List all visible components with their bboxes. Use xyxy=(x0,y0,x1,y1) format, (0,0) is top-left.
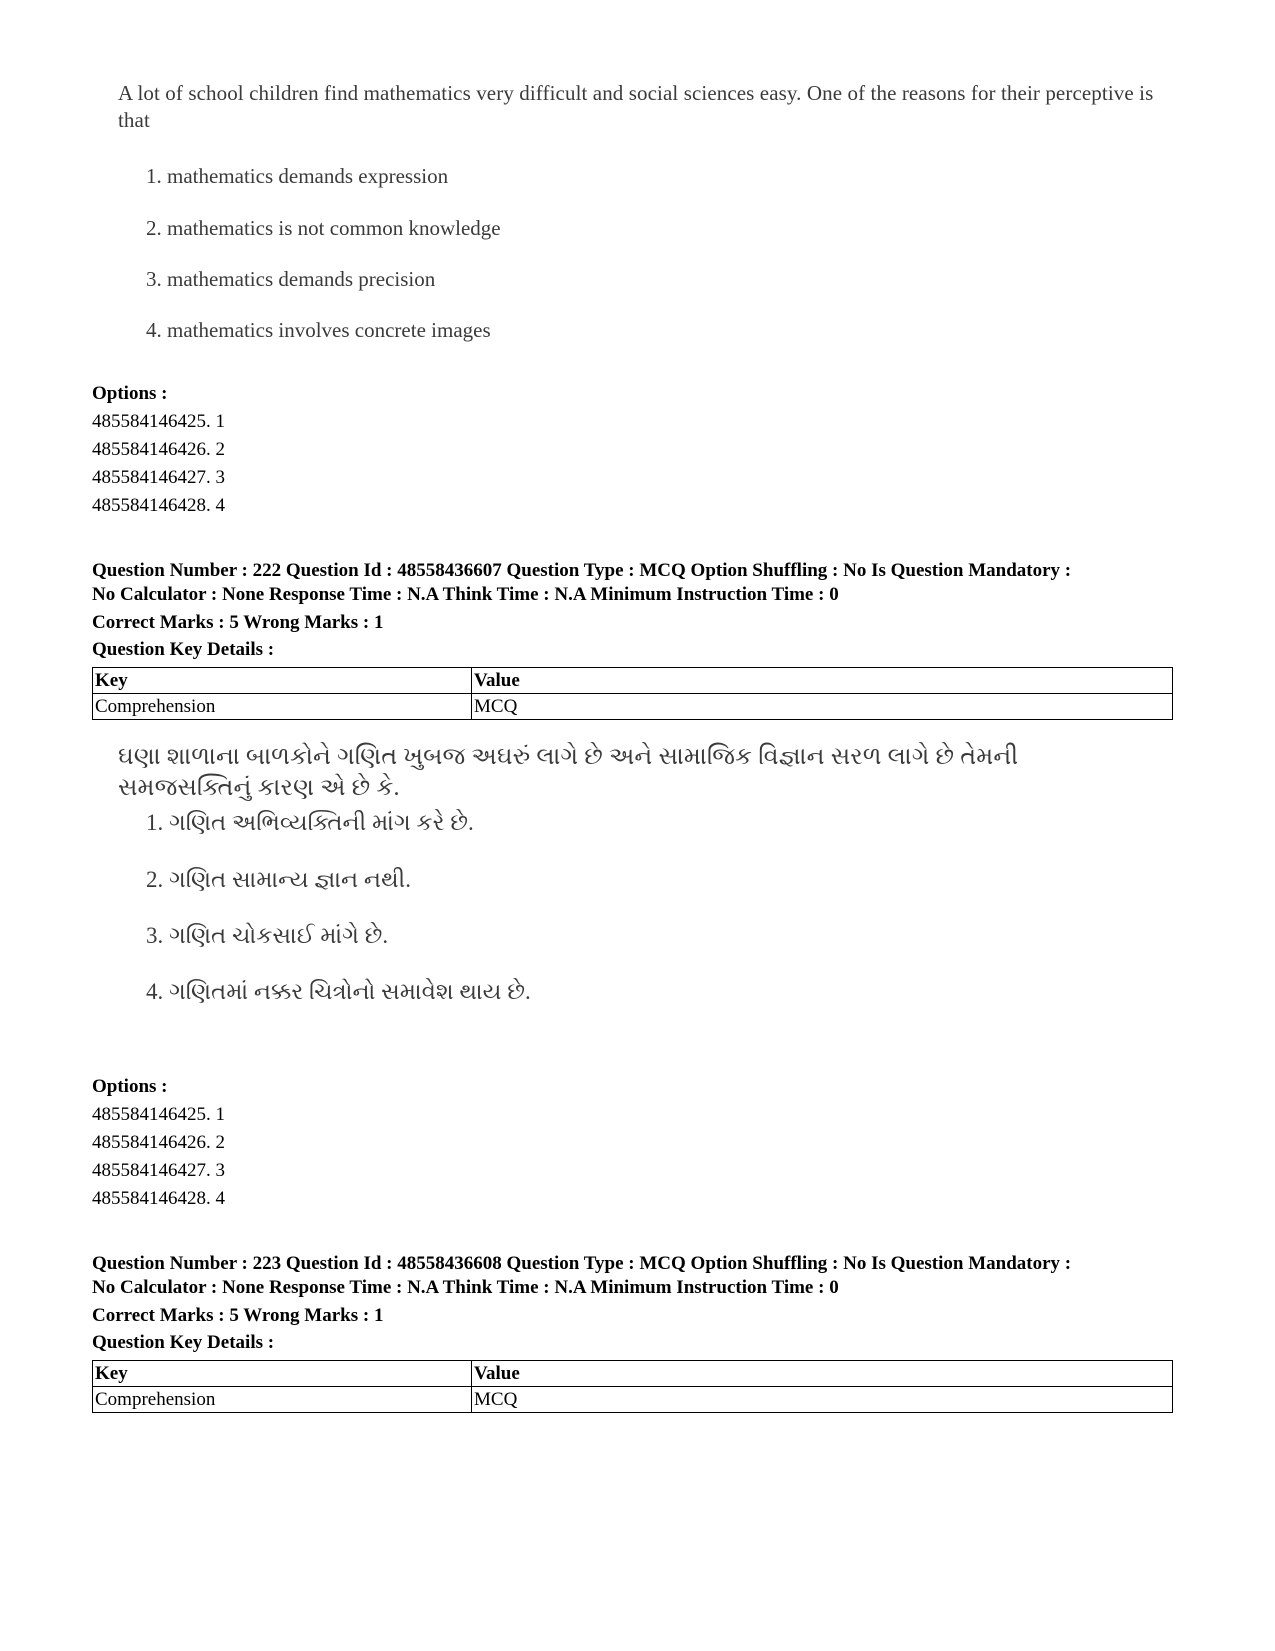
question-marks: Correct Marks : 5 Wrong Marks : 1 xyxy=(92,612,384,633)
option-item: 485584146427. 3 xyxy=(92,1160,225,1181)
options-list xyxy=(92,408,225,520)
table-row xyxy=(93,1387,1173,1413)
table-header-row xyxy=(93,1361,1173,1387)
question-marks: Correct Marks : 5 Wrong Marks : 1 xyxy=(92,1305,384,1326)
question-item-3: 3. mathematics demands precision xyxy=(146,267,436,291)
table-cell-key: Comprehension xyxy=(93,1387,472,1413)
option-item: 485584146426. 2 xyxy=(92,1132,225,1153)
question-header-line1: Question Number : 222 Question Id : 48558436607 Question Type : MCQ Option Shuffling : No Is Question Mandatory : xyxy=(92,560,1072,581)
table-header-row xyxy=(93,668,1173,694)
table-cell-value: MCQ xyxy=(472,694,1173,720)
question-stem-gujarati: ઘણા શાળાના બાળકોને ગણિત ખુબજ અઘરું લાગે છે અને સામાજિક વિજ્ઞાન સરળ લાગે છે તેમની સમજસક્તિનું કારણ એ છે કે. xyxy=(118,744,1019,801)
table-header-key: Key xyxy=(93,668,472,694)
options-label: Options : xyxy=(92,1076,168,1097)
question-image-gujarati xyxy=(0,740,1275,1040)
question-item-gujarati-2: 2. ગણિત સામાન્ય જ્ઞાન નથી. xyxy=(146,867,411,892)
question-image-english xyxy=(0,0,1275,350)
question-key-details-label: Question Key Details : xyxy=(92,1332,275,1353)
option-item: 485584146428. 4 xyxy=(92,495,225,516)
question-item-gujarati-1: 1. ગણિત અભિવ્યક્તિની માંગ કરે છે. xyxy=(146,810,474,835)
question-key-table xyxy=(92,667,1173,720)
question-header-line1: Question Number : 223 Question Id : 48558436608 Question Type : MCQ Option Shuffling : No Is Question Mandatory : xyxy=(92,1253,1072,1274)
question-item-gujarati-4: 4. ગણિતમાં નક્કર ચિત્રોનો સમાવેશ થાય છે. xyxy=(146,979,531,1004)
option-item: 485584146427. 3 xyxy=(92,467,225,488)
table-cell-value: MCQ xyxy=(472,1387,1173,1413)
table-header-key: Key xyxy=(93,1361,472,1387)
table-header-value: Value xyxy=(472,1361,1173,1387)
option-item: 485584146428. 4 xyxy=(92,1188,225,1209)
question-item-2: 2. mathematics is not common knowledge xyxy=(146,216,501,240)
question-item-gujarati-3: 3. ગણિત ચોકસાઈ માંગે છે. xyxy=(146,923,389,948)
question-key-table xyxy=(92,1360,1173,1413)
question-item-1: 1. mathematics demands expression xyxy=(146,164,449,188)
option-item: 485584146426. 2 xyxy=(92,439,225,460)
table-row xyxy=(93,694,1173,720)
option-item: 485584146425. 1 xyxy=(92,1104,225,1125)
question-header-line2: No Calculator : None Response Time : N.A Think Time : N.A Minimum Instruction Time : 0 xyxy=(92,1277,839,1298)
table-header-value: Value xyxy=(472,668,1173,694)
question-key-details-label: Question Key Details : xyxy=(92,639,275,660)
option-item: 485584146425. 1 xyxy=(92,411,225,432)
options-list xyxy=(92,1101,225,1213)
question-header-line2: No Calculator : None Response Time : N.A Think Time : N.A Minimum Instruction Time : 0 xyxy=(92,584,839,605)
question-item-4: 4. mathematics involves concrete images xyxy=(146,318,491,342)
options-label: Options : xyxy=(92,383,168,404)
question-stem: A lot of school children find mathematics very difficult and social sciences easy. One of the reasons for their perceptive is that xyxy=(118,81,1154,132)
table-cell-key: Comprehension xyxy=(93,694,472,720)
